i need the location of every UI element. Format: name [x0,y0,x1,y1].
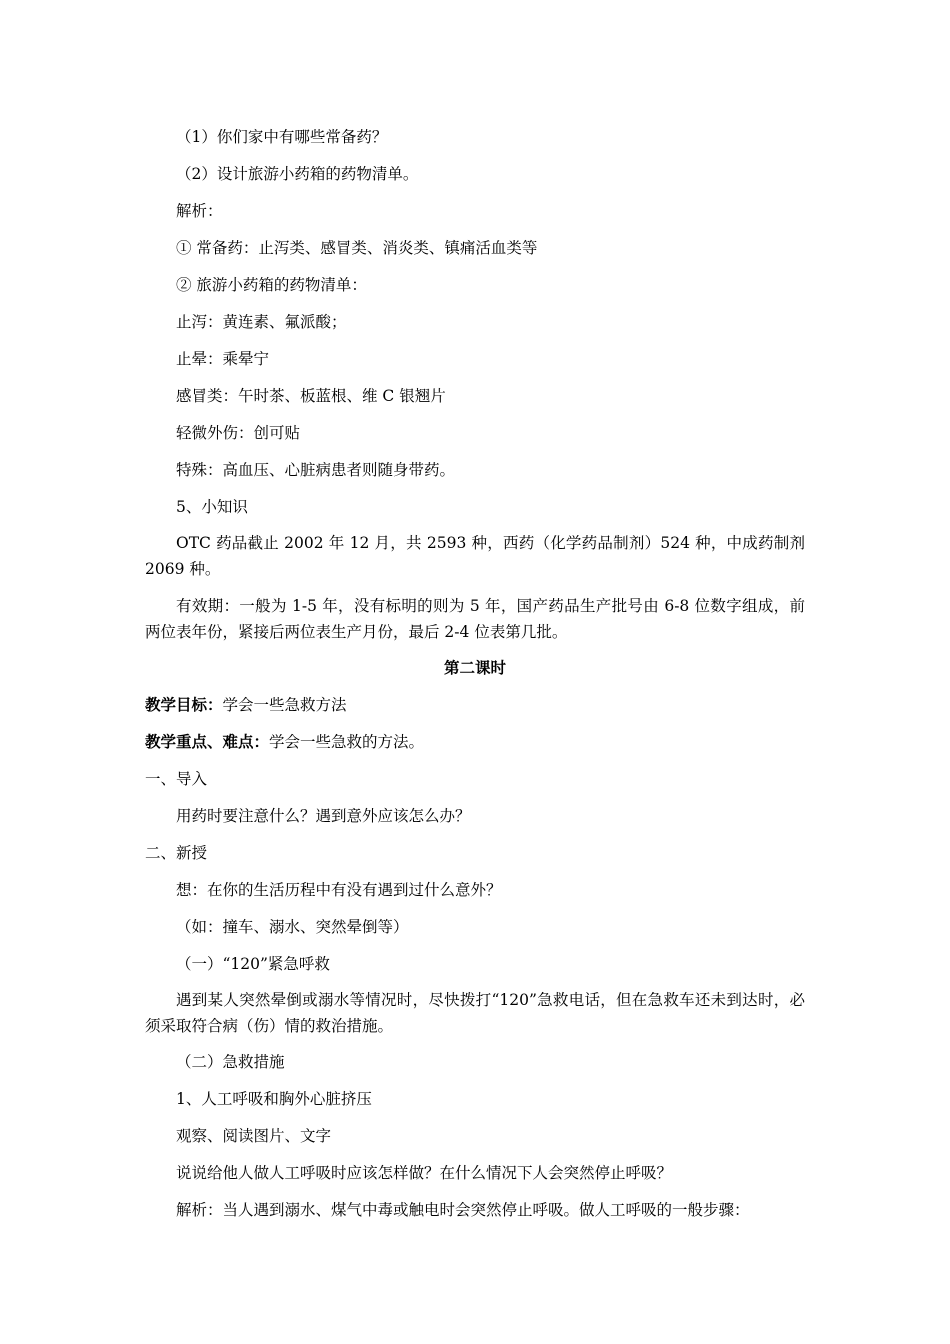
key-points-label: 教学重点、难点： [145,732,270,751]
think-question: 想：在你的生活历程中有没有遇到过什么意外？ [176,881,502,899]
new-lesson-heading: 二、新授 [145,844,208,862]
intro-text: 用药时要注意什么？遇到意外应该怎么办？ [176,807,471,825]
list-wound: 轻微外伤：创可贴 [176,424,301,442]
analysis-item-2: ② 旅游小药箱的药物清单： [176,276,367,294]
tip-paragraph-1: OTC 药品截止 2002 年 12 月，共 2593 种，西药（化学药品制剂）524 种，中成药制剂 2069 种。 [145,534,805,578]
tip-title: 5、小知识 [176,498,248,516]
example-text: （如：撞车、溺水、突然晕倒等） [176,918,409,936]
sub-heading-120: （一）“120”紧急呼救 [176,955,330,973]
tip-paragraph-2: 有效期：一般为 1-5 年，没有标明的则为 5 年，国产药品生产批号由 6-8 位数字组成，前两位表年份，紧接后两位表生产月份，最后 2-4 位表第几批。 [145,597,805,641]
question-2: （2）设计旅游小药箱的药物清单。 [176,165,419,183]
list-cold: 感冒类：午时茶、板蓝根、维 C 银翘片 [176,387,446,405]
intro-heading: 一、导入 [145,770,208,788]
observe-text: 观察、阅读图片、文字 [176,1127,332,1145]
discussion-question: 说说给他人做人工呼吸时应该怎样做？在什么情况下人会突然停止呼吸？ [176,1164,673,1182]
key-points-text: 学会一些急救的方法。 [269,733,425,751]
teaching-goal-label: 教学目标： [145,695,223,714]
step-1-title: 1、人工呼吸和胸外心脏挤压 [176,1090,372,1108]
list-diarrhea: 止泻：黄连素、氟派酸； [176,313,347,331]
analysis-text: 解析：当人遇到溺水、煤气中毒或触电时会突然停止呼吸。做人工呼吸的一般步骤： [176,1201,750,1219]
analysis-item-1: ① 常备药：止泻类、感冒类、消炎类、镇痛活血类等 [176,239,538,257]
teaching-key-points [145,731,805,753]
analysis-label: 解析： [176,202,223,220]
question-1: （1）你们家中有哪些常备药？ [176,128,388,146]
teaching-goal [145,694,805,716]
emergency-call-paragraph: 遇到某人突然晕倒或溺水等情况时，尽快拨打“120”急救电话，但在急救车还未到达时，必须采取符合病（伤）情的救治措施。 [145,991,805,1035]
teaching-goal-text: 学会一些急救方法 [222,696,347,714]
sub-heading-first-aid: （二）急救措施 [176,1053,285,1071]
lesson-title: 第二课时 [443,658,506,677]
list-dizziness: 止晕：乘晕宁 [176,350,270,368]
list-special: 特殊：高血压、心脏病患者则随身带药。 [176,461,456,479]
